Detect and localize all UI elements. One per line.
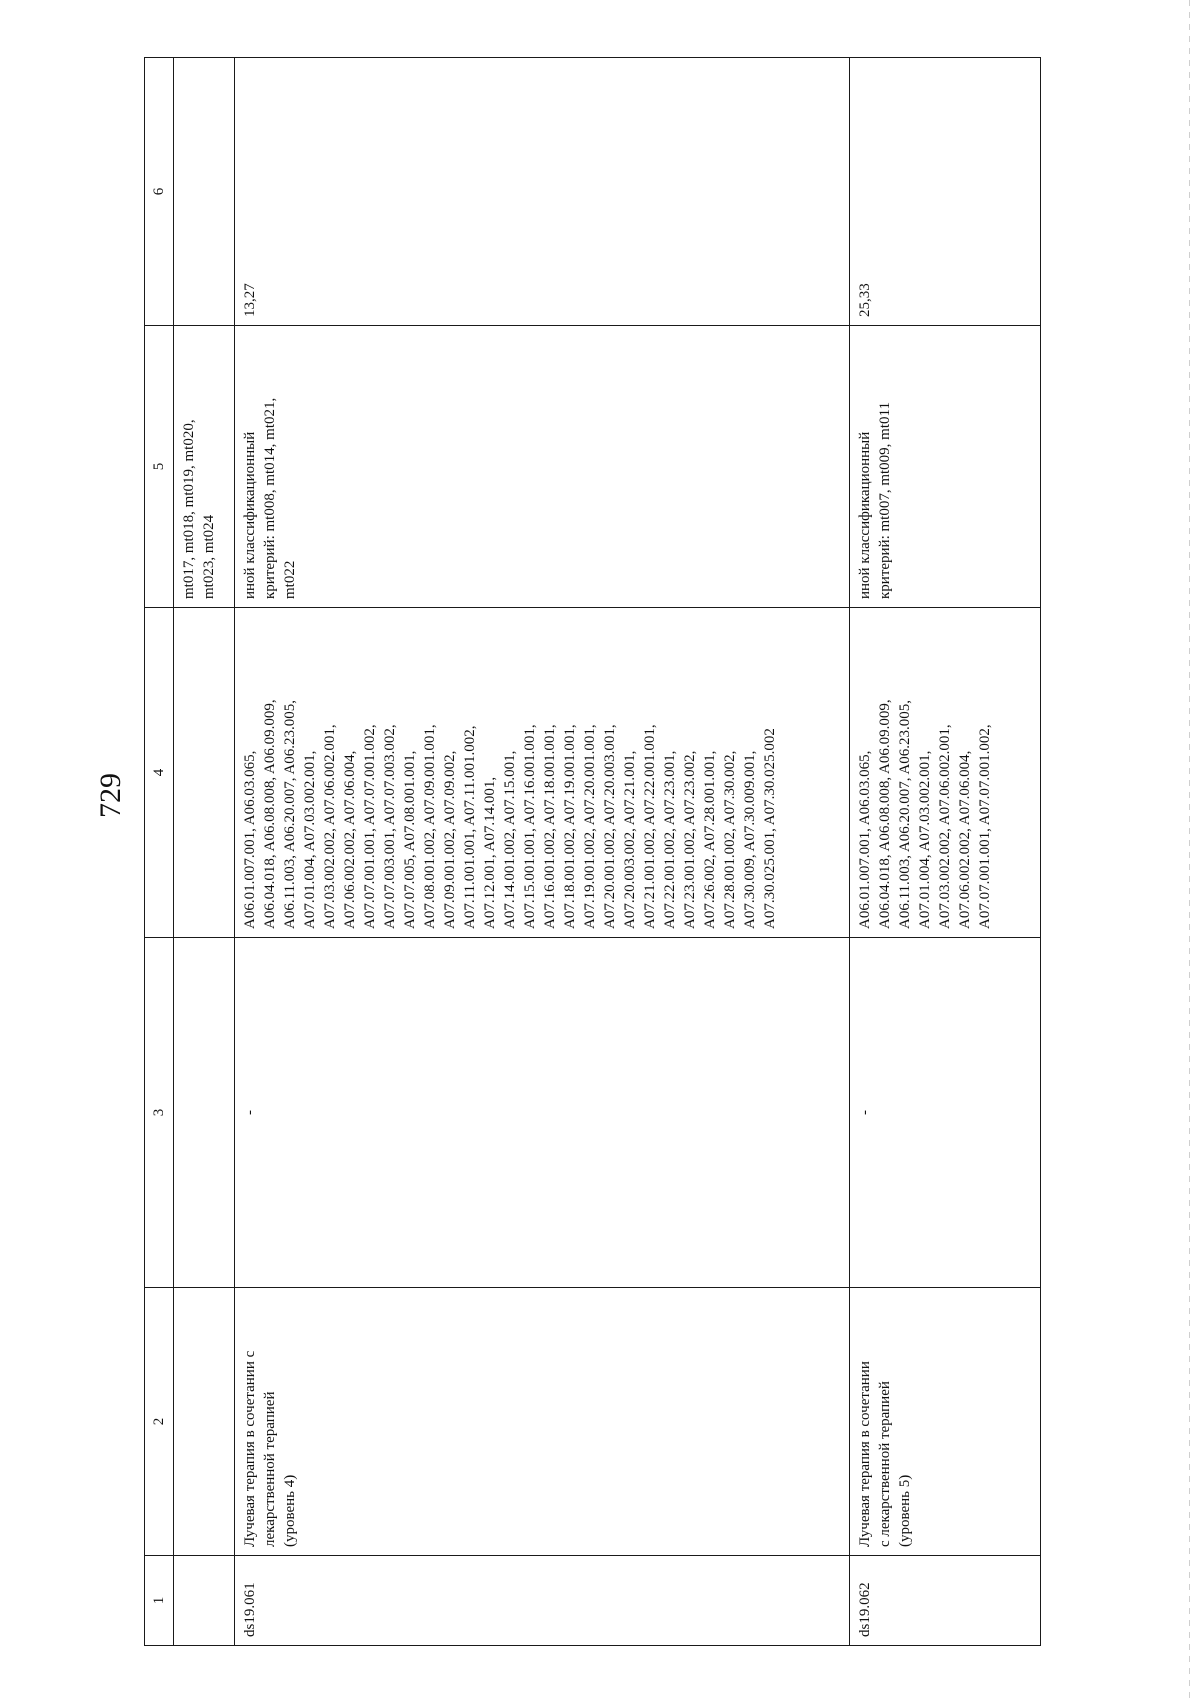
text-line: A07.30.025.001, A07.30.025.002 [762,728,778,929]
text-line: A07.15.001.001, A07.16.001.001, [522,724,538,929]
text-line: A07.03.002.002, A07.06.002.001, [937,724,953,929]
text-line: A07.03.002.002, A07.06.002.001, [322,724,338,929]
text-line: A07.07.005, A07.08.001.001, [402,750,418,929]
text-line: A07.06.002.002, A07.06.004, [342,750,358,929]
text-line: A07.12.001, A07.14.001, [482,776,498,929]
text-line: A07.30.009, A07.30.009.001, [742,750,758,929]
cell-code: ds19.061 [235,1556,850,1646]
text-line: A07.08.001.002, A07.09.001.001, [422,724,438,929]
text-line: A07.07.003.001, A07.07.003.002, [382,724,398,929]
cell-col3: - [235,938,850,1288]
text-line: Лучевая терапия в сочетании [857,1361,873,1547]
cont-cell-name [174,1288,235,1556]
cell-name [850,1288,1041,1556]
header-cell-3: 3 [145,938,174,1288]
text-line: критерий: mt007, mt009, mt011 [877,402,893,599]
text-line: A06.01.007.001, A06.03.065, [242,750,258,929]
text-line: A07.16.001.002, A07.18.001.001, [542,724,558,929]
table-row [235,58,850,1646]
continuation-row [174,58,235,1646]
text-line: A07.26.002, A07.28.001.001, [702,750,718,929]
cont-cell-col3 [174,938,235,1288]
header-row [145,58,174,1646]
cont-cell-code [174,1556,235,1646]
header-cell-5: 5 [145,326,174,608]
header-cell-4: 4 [145,608,174,938]
text-line: критерий: mt008, mt014, mt021, [262,397,278,599]
cell-col3: - [850,938,1041,1288]
text-line: (уровень 5) [897,1474,913,1547]
cont-cell-criteria [174,326,235,608]
text-line: лекарственной терапией [262,1391,278,1547]
text-line: A07.21.001.002, A07.22.001.001, [642,724,658,929]
text-line: A07.01.004, A07.03.002.001, [302,750,318,929]
text-line: A07.07.001.001, A07.07.001.002, [362,724,378,929]
header-cell-2: 2 [145,1288,174,1556]
text-line: A06.11.003, A06.20.007, A06.23.005, [282,699,298,929]
header-cell-1: 1 [145,1556,174,1646]
text-line: A06.01.007.001, A06.03.065, [857,750,873,929]
text-line: A07.19.001.002, A07.20.001.001, [582,724,598,929]
cell-services [235,608,850,938]
text-line: иной классификационный [242,431,258,599]
cell-coefficient: 25,33 [850,58,1041,326]
text-line: A06.04.018, A06.08.008, A06.09.009, [262,699,278,929]
text-line: Лучевая терапия в сочетании с [242,1350,258,1547]
cell-coefficient: 13,27 [235,58,850,326]
text-line: A07.09.001.002, A07.09.002, [442,750,458,929]
text-line: A07.28.001.002, A07.30.002, [722,750,738,929]
text-line: A07.23.001.002, A07.23.002, [682,750,698,929]
text-line: A07.11.001.001, A07.11.001.002, [462,725,478,929]
cell-code: ds19.062 [850,1556,1041,1646]
tariff-table [144,57,1041,1646]
page-number: 729 [94,773,127,818]
text-line: A07.06.002.002, A07.06.004, [957,750,973,929]
text-line: A07.18.001.002, A07.19.001.001, [562,724,578,929]
text-line: (уровень 4) [282,1474,298,1547]
text-line: A06.04.018, A06.08.008, A06.09.009, [877,699,893,929]
scan-edge-line [1189,0,1190,1703]
text-line: A07.14.001.002, A07.15.001, [502,750,518,929]
text-line: A06.11.003, A06.20.007, A06.23.005, [897,699,913,929]
text-line: mt023, mt024 [201,514,217,599]
text-line: A07.20.001.002, A07.20.003.001, [602,724,618,929]
header-cell-6: 6 [145,58,174,326]
text-line: A07.01.004, A07.03.002.001, [917,750,933,929]
cell-services [850,608,1041,938]
cell-criteria [850,326,1041,608]
cont-cell-coefficient [174,58,235,326]
text-line: mt022 [282,560,298,599]
text-line: A07.22.001.002, A07.23.001, [662,750,678,929]
text-line: mt017, mt018, mt019, mt020, [181,419,197,599]
table-row [850,58,1041,1646]
text-line: A07.20.003.002, A07.21.001, [622,750,638,929]
text-line: A07.07.001.001, A07.07.001.002, [977,724,993,929]
text-line: с лекарственной терапией [877,1381,893,1547]
cell-name [235,1288,850,1556]
cont-cell-services [174,608,235,938]
cell-criteria [235,326,850,608]
text-line: иной классификационный [857,431,873,599]
